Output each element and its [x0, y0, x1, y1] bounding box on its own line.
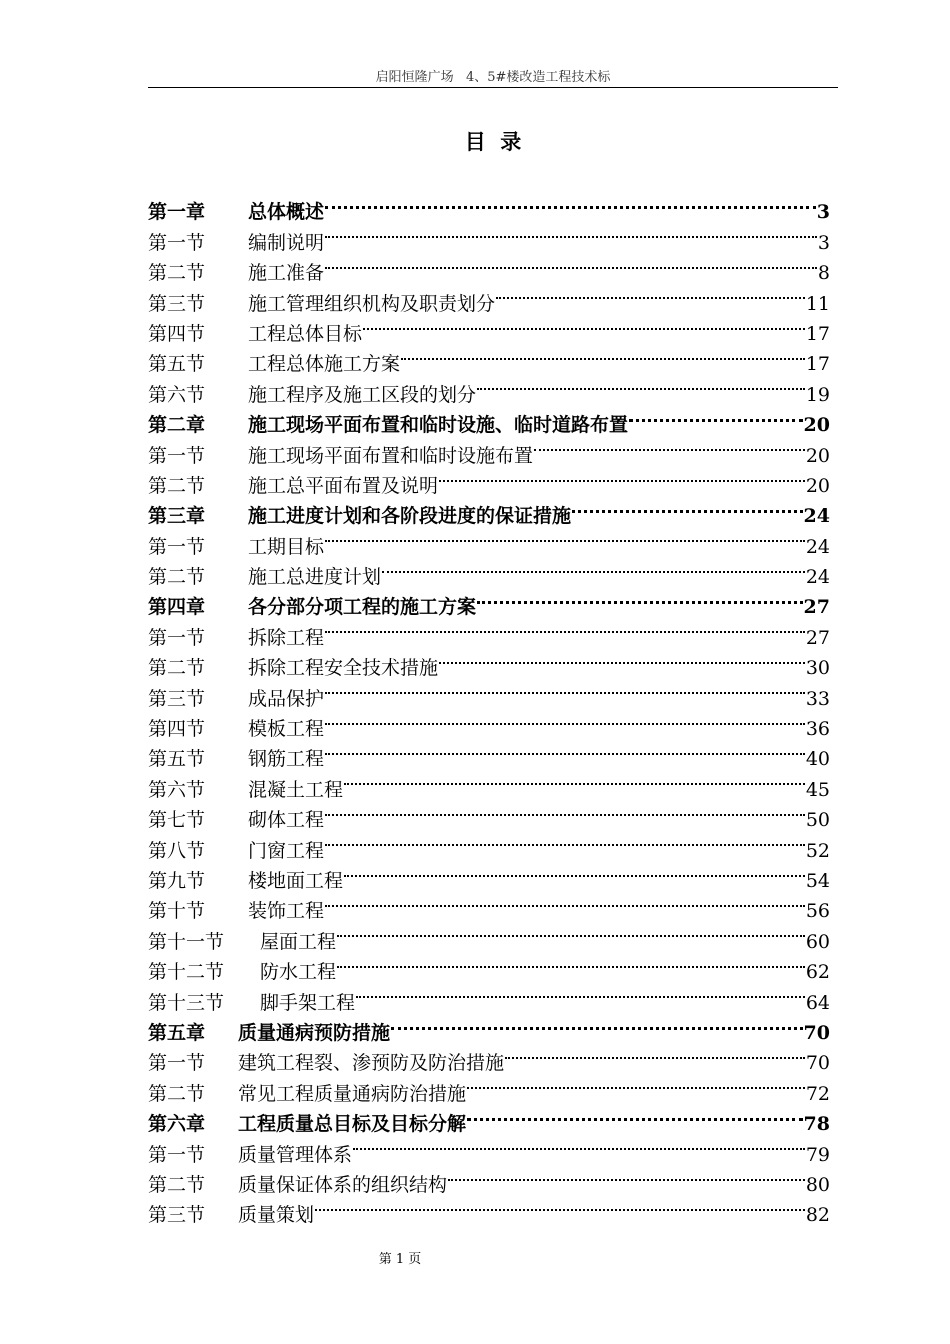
- toc-entry-page-number: 19: [805, 383, 830, 406]
- toc-entry-page-number: 70: [803, 1021, 830, 1044]
- toc-entry-title: 模板工程: [248, 718, 325, 741]
- toc-entry-number: 第十一节: [148, 930, 225, 953]
- toc-entry-title: 编制说明: [248, 231, 325, 254]
- toc-entry-title: 钢筋工程: [248, 748, 325, 771]
- toc-entry-number: 第三节: [148, 292, 206, 315]
- toc-dot-leader: [496, 279, 805, 309]
- toc-entry-page-number: 17: [805, 353, 830, 376]
- toc-dot-leader: [325, 796, 805, 826]
- toc-dot-leader: [629, 401, 803, 431]
- toc-entry-title: 质量通病预防措施: [238, 1021, 391, 1044]
- toc-entry-title: 楼地面工程: [248, 869, 344, 892]
- toc-dot-leader: [439, 644, 805, 674]
- toc-entry-number: 第五章: [148, 1021, 206, 1044]
- toc-entry-number: 第一节: [148, 535, 206, 558]
- toc-entry-title: 拆除工程: [248, 626, 325, 649]
- toc-entry-number: 第十三节: [148, 991, 225, 1014]
- toc-dot-leader: [325, 735, 805, 765]
- toc-chapter-entry[interactable]: [148, 188, 830, 224]
- toc-entry-number: 第一节: [148, 444, 206, 467]
- toc-entry-title: 工程总体施工方案: [248, 353, 401, 376]
- toc-entry-number: 第四节: [148, 718, 206, 741]
- toc-dot-leader: [325, 674, 805, 704]
- toc-entry-number: 第二章: [148, 414, 206, 437]
- toc-entry-title: 施工现场平面布置和临时设施、临时道路布置: [248, 414, 629, 437]
- toc-entry-number: 第五节: [148, 748, 206, 771]
- toc-entry-page-number: 36: [805, 718, 830, 741]
- toc-dot-leader: [325, 705, 805, 735]
- toc-entry-page-number: 45: [805, 778, 830, 801]
- toc-entry-page-number: 64: [805, 991, 830, 1014]
- toc-entry-number: 第九节: [148, 869, 206, 892]
- toc-dot-leader: [505, 1039, 805, 1069]
- toc-entry-page-number: 30: [805, 657, 830, 680]
- toc-entry-page-number: 50: [805, 809, 830, 832]
- toc-dot-leader: [325, 887, 805, 917]
- toc-entry-title: 施工程序及施工区段的划分: [248, 383, 477, 406]
- toc-entry-title: 成品保护: [248, 687, 325, 710]
- toc-entry-page-number: 80: [805, 1173, 830, 1196]
- toc-entry-page-number: 24: [805, 566, 830, 589]
- toc-entry-page-number: 11: [805, 292, 830, 315]
- toc-dot-leader: [467, 1069, 805, 1099]
- toc-dot-leader: [401, 340, 805, 370]
- toc-entry-number: 第十节: [148, 900, 206, 923]
- toc-entry-title: 施工进度计划和各阶段进度的保证措施: [248, 505, 572, 528]
- toc-dot-leader: [325, 188, 816, 218]
- toc-entry-title: 门窗工程: [248, 839, 325, 862]
- toc-entry-title: 砌体工程: [248, 809, 325, 832]
- toc-entry-number: 第六节: [148, 383, 206, 406]
- toc-dot-leader: [325, 522, 805, 552]
- toc-entry-page-number: 3: [816, 201, 830, 224]
- toc-dot-leader: [325, 613, 805, 643]
- toc-dot-leader: [448, 1161, 805, 1191]
- toc-entry-title: 建筑工程裂、渗预防及防治措施: [238, 1052, 505, 1075]
- toc-entry-title: 总体概述: [248, 201, 325, 224]
- toc-dot-leader: [344, 765, 805, 795]
- toc-entry-page-number: 70: [805, 1052, 830, 1075]
- toc-dot-leader: [344, 857, 805, 887]
- toc-entry-title: 拆除工程安全技术措施: [248, 657, 439, 680]
- toc-entry-page-number: 79: [805, 1143, 830, 1166]
- toc-entry-number: 第一节: [148, 1143, 206, 1166]
- toc-entry-number: 第六章: [148, 1113, 206, 1136]
- toc-entry-page-number: 82: [805, 1204, 830, 1227]
- toc-dot-leader: [353, 1130, 805, 1160]
- toc-entry-title: 施工准备: [248, 262, 325, 285]
- toc-entry-page-number: 78: [803, 1113, 830, 1136]
- toc-dot-leader: [325, 249, 817, 279]
- toc-entry-number: 第三节: [148, 687, 206, 710]
- toc-entry-number: 第一节: [148, 231, 206, 254]
- toc-entry-title: 装饰工程: [248, 900, 325, 923]
- toc-entry-title: 施工总平面布置及说明: [248, 474, 439, 497]
- toc-entry-title: 脚手架工程: [260, 991, 356, 1014]
- toc-entry-number: 第六节: [148, 778, 206, 801]
- toc-dot-leader: [467, 1100, 803, 1130]
- toc-entry-number: 第二节: [148, 1082, 206, 1105]
- toc-entry-number: 第八节: [148, 839, 206, 862]
- toc-dot-leader: [534, 431, 805, 461]
- toc-entry-title: 防水工程: [260, 961, 337, 984]
- toc-dot-leader: [363, 310, 805, 340]
- toc-entry-page-number: 33: [805, 687, 830, 710]
- toc-entry-title: 施工总进度计划: [248, 566, 382, 589]
- toc-dot-leader: [315, 1191, 805, 1221]
- toc-entry-number: 第二节: [148, 262, 206, 285]
- toc-entry-number: 第二节: [148, 1173, 206, 1196]
- toc-entry-page-number: 20: [805, 444, 830, 467]
- toc-entry-page-number: 27: [805, 626, 830, 649]
- toc-entry-number: 第三章: [148, 505, 206, 528]
- toc-entry-number: 第二节: [148, 566, 206, 589]
- toc-entry-page-number: 52: [805, 839, 830, 862]
- table-of-contents: [148, 188, 830, 1227]
- toc-entry-page-number: 27: [803, 596, 830, 619]
- toc-entry-page-number: 24: [803, 505, 830, 528]
- toc-entry-number: 第十二节: [148, 961, 225, 984]
- toc-entry-page-number: 3: [817, 231, 830, 254]
- toc-dot-leader: [477, 370, 805, 400]
- toc-dot-leader: [325, 218, 817, 248]
- header-rule: [148, 87, 838, 88]
- toc-dot-leader: [572, 492, 803, 522]
- toc-entry-number: 第七节: [148, 809, 206, 832]
- page-footer: 第 1 页: [378, 1252, 422, 1267]
- toc-entry-number: 第三节: [148, 1204, 206, 1227]
- toc-dot-leader: [337, 917, 805, 947]
- toc-entry-title: 施工现场平面布置和临时设施布置: [248, 444, 534, 467]
- toc-entry-title: 屋面工程: [260, 930, 337, 953]
- toc-entry-title: 工期目标: [248, 535, 325, 558]
- toc-entry-page-number: 20: [803, 414, 830, 437]
- toc-entry-title: 质量策划: [238, 1204, 315, 1227]
- toc-entry-title: 质量保证体系的组织结构: [238, 1173, 448, 1196]
- toc-entry-number: 第一节: [148, 1052, 206, 1075]
- toc-entry-title: 常见工程质量通病防治措施: [238, 1082, 467, 1105]
- toc-entry-title: 施工管理组织机构及职责划分: [248, 292, 496, 315]
- toc-entry-page-number: 54: [805, 869, 830, 892]
- toc-entry-page-number: 20: [805, 474, 830, 497]
- toc-entry-title: 质量管理体系: [238, 1143, 353, 1166]
- toc-entry-title: 各分部分项工程的施工方案: [248, 596, 477, 619]
- toc-entry-page-number: 72: [805, 1082, 830, 1105]
- toc-entry-title: 混凝土工程: [248, 778, 344, 801]
- toc-entry-title: 工程质量总目标及目标分解: [238, 1113, 467, 1136]
- running-header: 启阳恒隆广场 4、5#楼改造工程技术标: [375, 70, 611, 85]
- toc-entry-number: 第二节: [148, 657, 206, 680]
- toc-dot-leader: [337, 948, 805, 978]
- toc-entry-page-number: 40: [805, 748, 830, 771]
- toc-entry-page-number: 62: [805, 961, 830, 984]
- toc-entry-number: 第五节: [148, 353, 206, 376]
- toc-entry-page-number: 8: [817, 262, 830, 285]
- toc-entry-number: 第四节: [148, 322, 206, 345]
- toc-entry-number: 第四章: [148, 596, 206, 619]
- toc-dot-leader: [382, 553, 805, 583]
- toc-dot-leader: [391, 1009, 803, 1039]
- toc-dot-leader: [325, 826, 805, 856]
- toc-dot-leader: [477, 583, 803, 613]
- toc-entry-number: 第二节: [148, 474, 206, 497]
- toc-entry-page-number: 60: [805, 930, 830, 953]
- toc-dot-leader: [439, 462, 805, 492]
- toc-entry-title: 工程总体目标: [248, 322, 363, 345]
- toc-entry-number: 第一章: [148, 201, 206, 224]
- toc-entry-number: 第一节: [148, 626, 206, 649]
- toc-dot-leader: [356, 978, 805, 1008]
- toc-entry-page-number: 17: [805, 322, 830, 345]
- toc-entry-page-number: 24: [805, 535, 830, 558]
- toc-title: 目 录: [464, 129, 522, 154]
- toc-entry-page-number: 56: [805, 900, 830, 923]
